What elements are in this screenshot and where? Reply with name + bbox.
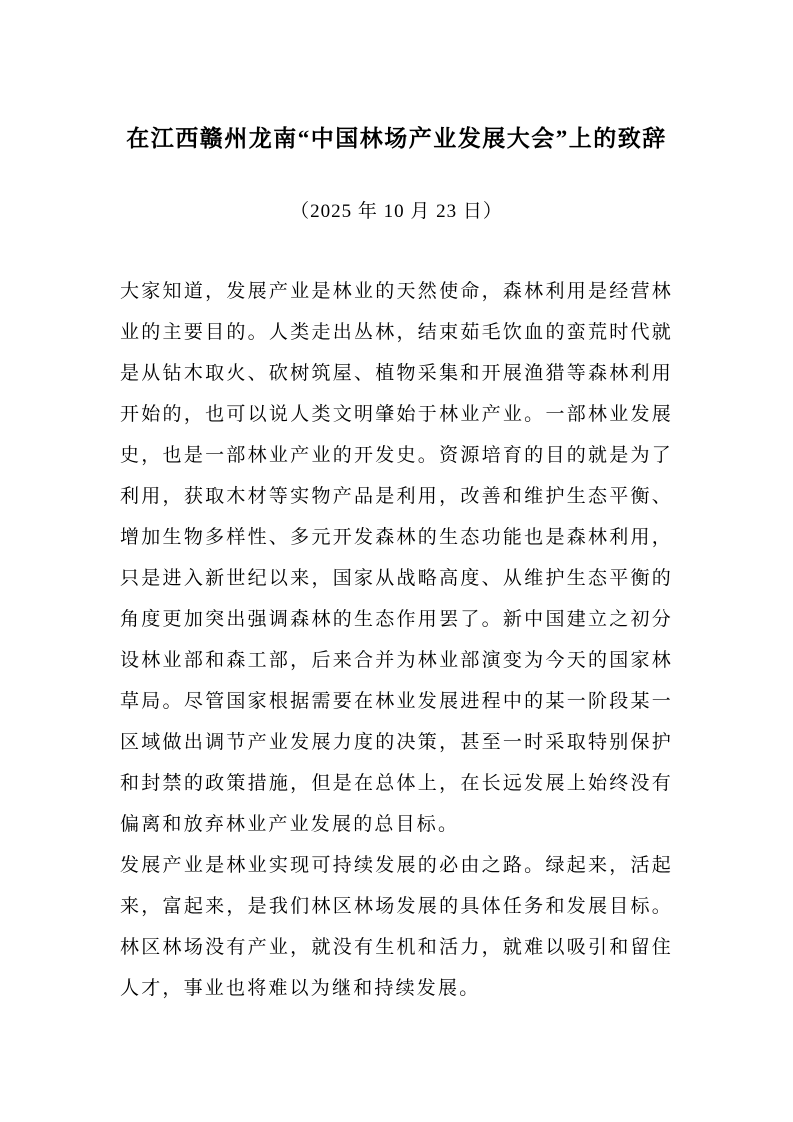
body-paragraph: 大家知道，发展产业是林业的天然使命，森林利用是经营林业的主要目的。人类走出丛林，结束茹毛饮血的蛮荒时代就是从钻木取火、砍树筑屋、植物采集和开展渔猎等森林利用开始的，也可以说人类文明肇始于林业产业。一部林业发展史，也是一部林业产业的开发史。资源培育的目的就是为了利用，获取木材等实物产品是利用，改善和维护生态平衡、增加生物多样性、多元开发森林的生态功能也是森林利用，只是进入新世纪以来，国家从战略高度、从维护生态平衡的角度更加突出强调森林的生态作用罢了。新中国建立之初分设林业部和森工部，后来合并为林业部演变为今天的国家林草局。尽管国家根据需要在林业发展进程中的某一阶段某一区域做出调节产业发展力度的决策，甚至一时采取特别保护和封禁的政策措施，但是在总体上，在长远发展上始终没有偏离和放弃林业产业发展的总目标。 (120, 281, 673, 835)
body-paragraph: 发展产业是林业实现可持续发展的必由之路。绿起来，活起来，富起来，是我们林区林场发展的具体任务和发展目标。林区林场没有产业，就没有生机和活力，就难以吸引和留住人才，事业也将难以为继和持续发展。 (120, 855, 673, 999)
document-date-line: （2025 年 10 月 23 日） (290, 201, 503, 222)
document-title: 在江西赣州龙南“中国林场产业发展大会”上的致辞 (126, 126, 667, 151)
document-body (120, 271, 673, 1009)
